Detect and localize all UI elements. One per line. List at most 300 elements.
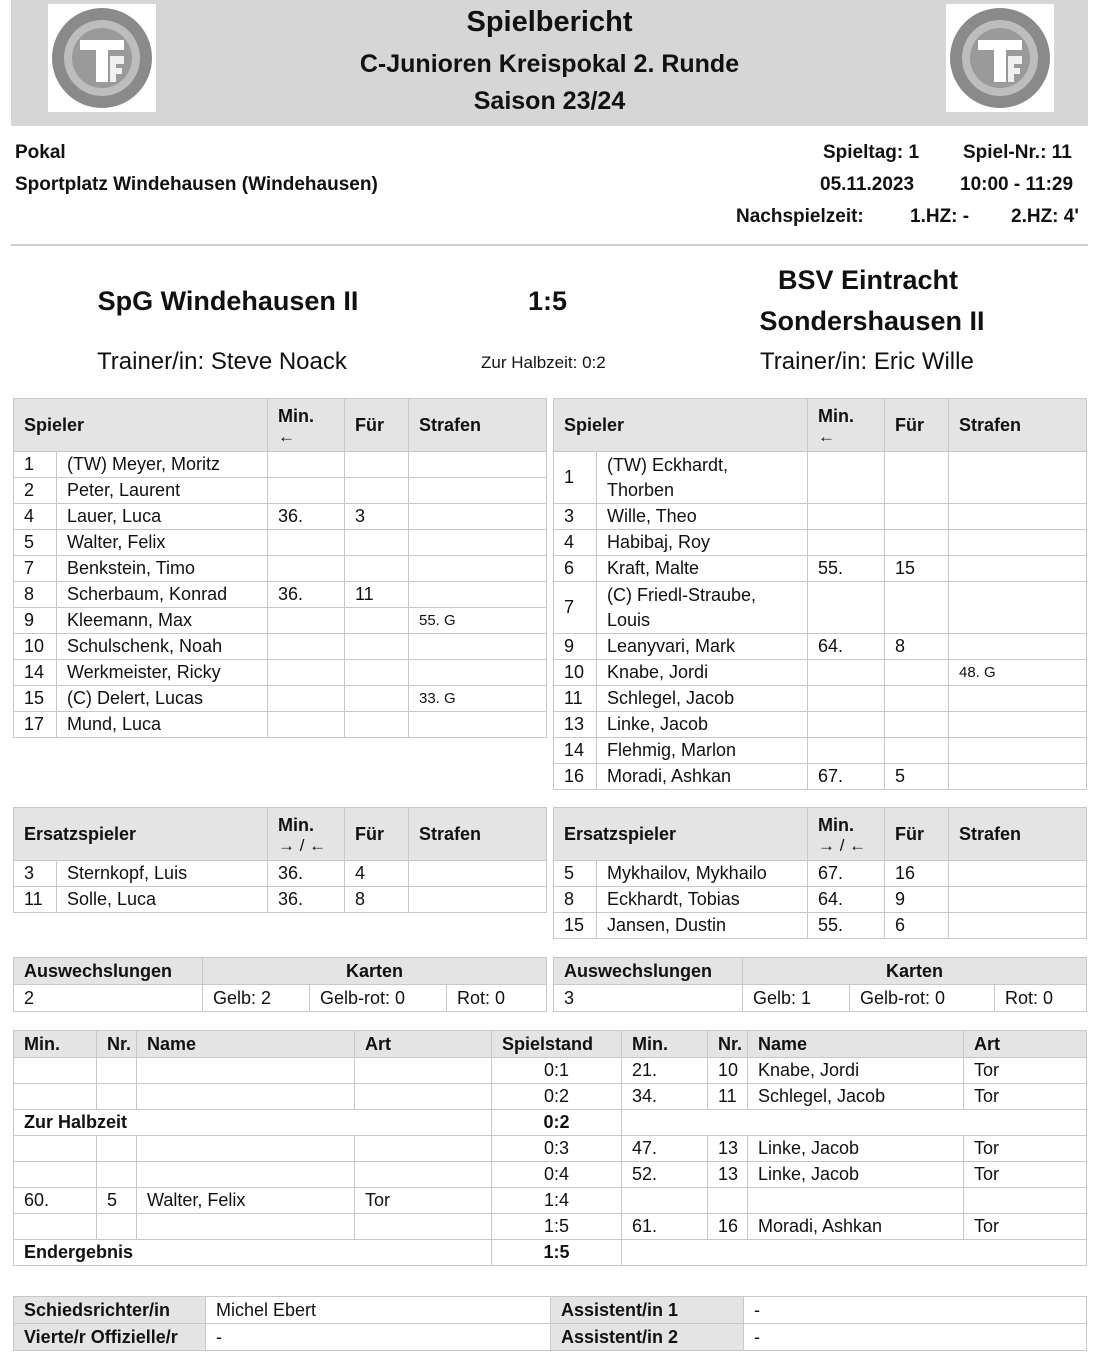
player-name: Benkstein, Timo bbox=[57, 556, 268, 582]
player-row bbox=[14, 634, 547, 660]
player-name: Schulschenk, Noah bbox=[57, 634, 268, 660]
player-name-line1: Moradi, Ashkan bbox=[607, 766, 732, 786]
col-header-player: Spieler bbox=[554, 399, 808, 452]
player-name: Mykhailov, Mykhailo bbox=[597, 861, 808, 887]
sub-minute bbox=[268, 530, 345, 556]
sub-minute: 55. bbox=[808, 913, 885, 939]
sub-for bbox=[345, 452, 409, 478]
assistant2-label: Assistent/in 2 bbox=[551, 1324, 744, 1351]
player-name: Lauer, Luca bbox=[57, 504, 268, 530]
player-row bbox=[14, 887, 547, 913]
sub-minute: 67. bbox=[808, 861, 885, 887]
halftime-score: Zur Halbzeit: 0:2 bbox=[481, 353, 606, 372]
player-name bbox=[597, 686, 808, 712]
col-header-substitutes: Ersatzspieler bbox=[14, 808, 268, 861]
events-col-type: Art bbox=[964, 1031, 1087, 1058]
summary-cards-header: Karten bbox=[743, 958, 1087, 985]
player-row bbox=[14, 556, 547, 582]
away-event-type: Tor bbox=[964, 1162, 1087, 1188]
event-score: 1:4 bbox=[492, 1188, 622, 1214]
sub-for bbox=[885, 530, 949, 556]
sub-for: 16 bbox=[885, 861, 949, 887]
sub-minute: 55. bbox=[808, 556, 885, 582]
player-name-line1: Knabe, Jordi bbox=[607, 662, 709, 682]
player-row bbox=[14, 608, 547, 634]
away-lineup-table bbox=[553, 398, 1087, 790]
player-number: 13 bbox=[554, 712, 597, 738]
player-number: 14 bbox=[554, 738, 597, 764]
penalty bbox=[409, 478, 547, 504]
player-row bbox=[554, 764, 1087, 790]
player-number: 4 bbox=[14, 504, 57, 530]
penalty bbox=[409, 582, 547, 608]
penalty bbox=[409, 634, 547, 660]
player-number: 7 bbox=[14, 556, 57, 582]
sub-for bbox=[885, 738, 949, 764]
player-row bbox=[554, 738, 1087, 764]
player-number: 6 bbox=[554, 556, 597, 582]
home-trainer: Trainer/in: Steve Noack bbox=[97, 348, 347, 375]
player-row bbox=[554, 452, 1087, 504]
penalty bbox=[949, 452, 1087, 504]
player-name: Solle, Luca bbox=[57, 887, 268, 913]
summary-yellow: Gelb: 2 bbox=[203, 985, 310, 1012]
col-header-penalties: Strafen bbox=[949, 808, 1087, 861]
sub-minute bbox=[808, 660, 885, 686]
player-name bbox=[597, 764, 808, 790]
venue: Sportplatz Windehausen (Windehausen) bbox=[15, 174, 378, 195]
player-row bbox=[14, 582, 547, 608]
away-event-minute: 21. bbox=[622, 1058, 708, 1084]
player-number: 1 bbox=[14, 452, 57, 478]
player-row bbox=[14, 861, 547, 887]
player-name: Jansen, Dustin bbox=[597, 913, 808, 939]
penalty bbox=[409, 660, 547, 686]
col-header-player: Spieler bbox=[14, 399, 268, 452]
player-number: 9 bbox=[554, 634, 597, 660]
away-event-number: 10 bbox=[708, 1058, 748, 1084]
player-number: 3 bbox=[14, 861, 57, 887]
event-row bbox=[14, 1240, 1087, 1266]
home-event-name bbox=[137, 1162, 355, 1188]
col-header-for: Für bbox=[885, 808, 949, 861]
summary-subs-header: Auswechslungen bbox=[554, 958, 743, 985]
away-event-minute: 61. bbox=[622, 1214, 708, 1240]
sub-for bbox=[345, 712, 409, 738]
player-number: 17 bbox=[14, 712, 57, 738]
sub-minute: 36. bbox=[268, 887, 345, 913]
player-row bbox=[554, 582, 1087, 634]
player-row bbox=[554, 556, 1087, 582]
event-score: 1:5 bbox=[492, 1214, 622, 1240]
player-name-line2: Louis bbox=[607, 609, 651, 630]
events-col-type: Art bbox=[355, 1031, 492, 1058]
sub-minute bbox=[808, 582, 885, 634]
sub-for: 5 bbox=[885, 764, 949, 790]
event-row bbox=[14, 1188, 1087, 1214]
home-event-minute: 60. bbox=[14, 1188, 97, 1214]
col-header-min: Min. → / ← bbox=[808, 808, 885, 861]
assistant1-label: Assistent/in 1 bbox=[551, 1297, 744, 1324]
player-name-line1: Leanyvari, Mark bbox=[607, 636, 736, 656]
away-event-name: Knabe, Jordi bbox=[748, 1058, 964, 1084]
sub-minute bbox=[268, 686, 345, 712]
penalty bbox=[949, 582, 1087, 634]
player-name bbox=[597, 556, 808, 582]
added-time-first-half: 1.HZ: - bbox=[910, 206, 970, 227]
penalty: 48. G bbox=[949, 660, 1087, 686]
sub-for bbox=[345, 478, 409, 504]
event-score: 0:2 bbox=[492, 1110, 622, 1136]
player-row bbox=[14, 712, 547, 738]
sub-for: 8 bbox=[345, 887, 409, 913]
sub-minute bbox=[268, 556, 345, 582]
col-header-penalties: Strafen bbox=[409, 808, 547, 861]
player-name bbox=[597, 452, 808, 504]
away-event-minute bbox=[622, 1188, 708, 1214]
events-col-min: Min. bbox=[14, 1031, 97, 1058]
report-header bbox=[11, 0, 1088, 126]
match-type: Pokal bbox=[15, 142, 66, 163]
sub-for: 9 bbox=[885, 887, 949, 913]
home-event-minute bbox=[14, 1058, 97, 1084]
penalty bbox=[949, 504, 1087, 530]
penalty: 55. G bbox=[409, 608, 547, 634]
col-header-for: Für bbox=[885, 399, 949, 452]
player-row bbox=[554, 686, 1087, 712]
player-name: Peter, Laurent bbox=[57, 478, 268, 504]
away-event-number: 13 bbox=[708, 1136, 748, 1162]
penalty: 33. G bbox=[409, 686, 547, 712]
events-col-score: Spielstand bbox=[492, 1031, 622, 1058]
sub-for bbox=[885, 582, 949, 634]
summary-cards-header: Karten bbox=[203, 958, 547, 985]
home-event-number bbox=[97, 1136, 137, 1162]
player-name: Eckhardt, Tobias bbox=[597, 887, 808, 913]
penalty bbox=[949, 887, 1087, 913]
match-events-table bbox=[13, 1030, 1087, 1266]
sub-for bbox=[885, 660, 949, 686]
sub-for bbox=[885, 686, 949, 712]
home-summary-table bbox=[13, 957, 547, 1012]
away-event-minute: 52. bbox=[622, 1162, 708, 1188]
sub-for bbox=[345, 556, 409, 582]
player-name bbox=[597, 582, 808, 634]
event-label: Endergebnis bbox=[14, 1240, 492, 1266]
player-row bbox=[554, 887, 1087, 913]
player-row bbox=[554, 712, 1087, 738]
player-number: 10 bbox=[554, 660, 597, 686]
player-name-line1: Habibaj, Roy bbox=[607, 532, 711, 552]
player-number: 1 bbox=[554, 452, 597, 504]
match-date: 05.11.2023 bbox=[820, 174, 915, 195]
penalty bbox=[949, 556, 1087, 582]
competition-name: C-Junioren Kreispokal 2. Runde bbox=[359, 50, 740, 78]
player-name bbox=[597, 530, 808, 556]
col-header-for: Für bbox=[345, 808, 409, 861]
events-col-nr: Nr. bbox=[97, 1031, 137, 1058]
sub-minute: 67. bbox=[808, 764, 885, 790]
home-event-name bbox=[137, 1214, 355, 1240]
sub-for: 15 bbox=[885, 556, 949, 582]
player-number: 8 bbox=[14, 582, 57, 608]
sub-minute bbox=[808, 712, 885, 738]
penalty bbox=[949, 738, 1087, 764]
added-time-label: Nachspielzeit: bbox=[736, 206, 864, 227]
sub-minute: 36. bbox=[268, 861, 345, 887]
sub-minute bbox=[268, 634, 345, 660]
player-name-line2: Thorben bbox=[607, 479, 675, 500]
home-team-name: SpG Windehausen II bbox=[97, 286, 359, 316]
referee-label: Schiedsrichter/in bbox=[14, 1297, 206, 1324]
events-col-name: Name bbox=[137, 1031, 355, 1058]
home-event-number bbox=[97, 1162, 137, 1188]
sub-minute bbox=[808, 452, 885, 504]
home-event-name bbox=[137, 1084, 355, 1110]
fourth-official-name: - bbox=[206, 1324, 551, 1351]
home-event-minute bbox=[14, 1162, 97, 1188]
player-number: 4 bbox=[554, 530, 597, 556]
home-event-minute bbox=[14, 1214, 97, 1240]
away-event-name: Schlegel, Jacob bbox=[748, 1084, 964, 1110]
player-row bbox=[554, 660, 1087, 686]
player-number: 16 bbox=[554, 764, 597, 790]
event-row bbox=[14, 1084, 1087, 1110]
event-empty bbox=[622, 1110, 1087, 1136]
player-name-line1: Schlegel, Jacob bbox=[607, 688, 735, 708]
away-event-name: Linke, Jacob bbox=[748, 1136, 964, 1162]
sub-for bbox=[885, 452, 949, 504]
player-name: Walter, Felix bbox=[57, 530, 268, 556]
season-label: Saison 23/24 bbox=[473, 87, 626, 115]
sub-for bbox=[345, 634, 409, 660]
summary-red: Rot: 0 bbox=[447, 985, 547, 1012]
sub-for bbox=[345, 686, 409, 712]
home-event-name bbox=[137, 1136, 355, 1162]
tfv-logo-icon bbox=[948, 6, 1052, 110]
player-name bbox=[597, 660, 808, 686]
fourth-official-label: Vierte/r Offizielle/r bbox=[14, 1324, 206, 1351]
player-number: 8 bbox=[554, 887, 597, 913]
player-row bbox=[554, 634, 1087, 660]
home-event-number bbox=[97, 1084, 137, 1110]
sub-for: 6 bbox=[885, 913, 949, 939]
player-name: Kleemann, Max bbox=[57, 608, 268, 634]
home-event-number bbox=[97, 1214, 137, 1240]
player-number: 5 bbox=[554, 861, 597, 887]
away-event-number: 16 bbox=[708, 1214, 748, 1240]
player-row bbox=[14, 504, 547, 530]
col-header-penalties: Strafen bbox=[409, 399, 547, 452]
sub-minute bbox=[808, 530, 885, 556]
col-header-penalties: Strafen bbox=[949, 399, 1087, 452]
event-score: 0:4 bbox=[492, 1162, 622, 1188]
summary-yellow-red: Gelb-rot: 0 bbox=[310, 985, 447, 1012]
player-name bbox=[597, 712, 808, 738]
event-row bbox=[14, 1136, 1087, 1162]
summary-yellow: Gelb: 1 bbox=[743, 985, 850, 1012]
home-event-type bbox=[355, 1084, 492, 1110]
away-event-name bbox=[748, 1188, 964, 1214]
player-number: 11 bbox=[554, 686, 597, 712]
sub-for bbox=[345, 660, 409, 686]
away-event-name: Moradi, Ashkan bbox=[748, 1214, 964, 1240]
event-row bbox=[14, 1110, 1087, 1136]
sub-for: 8 bbox=[885, 634, 949, 660]
player-row bbox=[14, 478, 547, 504]
col-header-min: Min. ← bbox=[808, 399, 885, 452]
home-event-type bbox=[355, 1162, 492, 1188]
player-name-line1: Wille, Theo bbox=[607, 506, 697, 526]
player-number: 14 bbox=[14, 660, 57, 686]
home-subs-table bbox=[13, 807, 547, 913]
away-summary-table bbox=[553, 957, 1087, 1012]
final-score: 1:5 bbox=[528, 286, 568, 316]
col-header-min: Min. → / ← bbox=[268, 808, 345, 861]
sub-for bbox=[345, 530, 409, 556]
player-name bbox=[597, 634, 808, 660]
player-name: Werkmeister, Ricky bbox=[57, 660, 268, 686]
event-row bbox=[14, 1214, 1087, 1240]
player-name-line1: (TW) Eckhardt, bbox=[607, 454, 729, 475]
home-event-number bbox=[97, 1058, 137, 1084]
player-name: (TW) Meyer, Moritz bbox=[57, 452, 268, 478]
sub-minute bbox=[268, 478, 345, 504]
match-number: Spiel-Nr.: 11 bbox=[963, 142, 1072, 163]
penalty bbox=[949, 913, 1087, 939]
summary-subs-count: 3 bbox=[554, 985, 743, 1012]
sub-minute bbox=[268, 608, 345, 634]
event-score: 0:2 bbox=[492, 1084, 622, 1110]
player-name bbox=[597, 504, 808, 530]
player-row bbox=[14, 452, 547, 478]
player-row bbox=[554, 504, 1087, 530]
player-name-line1: Linke, Jacob bbox=[607, 714, 709, 734]
penalty bbox=[409, 530, 547, 556]
home-event-type bbox=[355, 1214, 492, 1240]
home-event-number: 5 bbox=[97, 1188, 137, 1214]
penalty bbox=[409, 887, 547, 913]
assistant2-name: - bbox=[744, 1324, 1087, 1351]
association-logo-right bbox=[946, 4, 1054, 112]
sub-minute bbox=[268, 712, 345, 738]
sub-minute: 64. bbox=[808, 634, 885, 660]
penalty bbox=[949, 634, 1087, 660]
penalty bbox=[949, 686, 1087, 712]
away-event-number: 13 bbox=[708, 1162, 748, 1188]
event-score: 1:5 bbox=[492, 1240, 622, 1266]
home-event-type: Tor bbox=[355, 1188, 492, 1214]
penalty bbox=[409, 556, 547, 582]
summary-subs-header: Auswechslungen bbox=[14, 958, 203, 985]
penalty bbox=[409, 452, 547, 478]
event-label: Zur Halbzeit bbox=[14, 1110, 492, 1136]
home-event-name: Walter, Felix bbox=[137, 1188, 355, 1214]
player-row bbox=[14, 686, 547, 712]
player-name-line1: Flehmig, Marlon bbox=[607, 740, 737, 760]
summary-red: Rot: 0 bbox=[995, 985, 1087, 1012]
sub-minute bbox=[268, 452, 345, 478]
player-number: 9 bbox=[14, 608, 57, 634]
sub-for: 4 bbox=[345, 861, 409, 887]
sub-for bbox=[885, 712, 949, 738]
added-time-second-half: 2.HZ: 4' bbox=[1011, 206, 1079, 227]
match-time: 10:00 - 11:29 bbox=[960, 174, 1074, 195]
home-event-type bbox=[355, 1136, 492, 1162]
player-number: 10 bbox=[14, 634, 57, 660]
penalty bbox=[409, 712, 547, 738]
player-row bbox=[14, 530, 547, 556]
officials-table bbox=[13, 1296, 1087, 1351]
player-row bbox=[14, 660, 547, 686]
player-name: (C) Delert, Lucas bbox=[57, 686, 268, 712]
home-event-type bbox=[355, 1058, 492, 1084]
away-team-name-line2: Sondershausen II bbox=[759, 306, 985, 336]
col-header-substitutes: Ersatzspieler bbox=[554, 808, 808, 861]
player-name: Mund, Luca bbox=[57, 712, 268, 738]
player-number: 7 bbox=[554, 582, 597, 634]
player-row bbox=[554, 913, 1087, 939]
player-name: Scherbaum, Konrad bbox=[57, 582, 268, 608]
away-event-type: Tor bbox=[964, 1136, 1087, 1162]
player-name bbox=[597, 738, 808, 764]
penalty bbox=[409, 861, 547, 887]
away-event-minute: 34. bbox=[622, 1084, 708, 1110]
sub-minute: 36. bbox=[268, 582, 345, 608]
away-event-type: Tor bbox=[964, 1214, 1087, 1240]
player-row bbox=[554, 530, 1087, 556]
event-row bbox=[14, 1162, 1087, 1188]
player-name-line1: (C) Friedl-Straube, bbox=[607, 584, 757, 605]
referee-name: Michel Ebert bbox=[206, 1297, 551, 1324]
player-number: 3 bbox=[554, 504, 597, 530]
away-team-name-line1: BSV Eintracht bbox=[777, 265, 959, 295]
penalty bbox=[409, 504, 547, 530]
sub-for: 11 bbox=[345, 582, 409, 608]
sub-minute: 36. bbox=[268, 504, 345, 530]
sub-minute bbox=[808, 686, 885, 712]
away-event-number bbox=[708, 1188, 748, 1214]
penalty bbox=[949, 530, 1087, 556]
away-event-type bbox=[964, 1188, 1087, 1214]
events-col-min: Min. bbox=[622, 1031, 708, 1058]
summary-subs-count: 2 bbox=[14, 985, 203, 1012]
events-col-name: Name bbox=[748, 1031, 964, 1058]
sub-minute bbox=[808, 738, 885, 764]
matchday: Spieltag: 1 bbox=[823, 142, 920, 163]
away-event-number: 11 bbox=[708, 1084, 748, 1110]
event-empty bbox=[622, 1240, 1087, 1266]
sub-minute bbox=[808, 504, 885, 530]
player-number: 15 bbox=[14, 686, 57, 712]
player-name: Sternkopf, Luis bbox=[57, 861, 268, 887]
sub-minute: 64. bbox=[808, 887, 885, 913]
col-header-for: Für bbox=[345, 399, 409, 452]
away-subs-table bbox=[553, 807, 1087, 939]
sub-minute bbox=[268, 660, 345, 686]
player-number: 2 bbox=[14, 478, 57, 504]
sub-for bbox=[885, 504, 949, 530]
penalty bbox=[949, 861, 1087, 887]
event-row bbox=[14, 1058, 1087, 1084]
sub-for: 3 bbox=[345, 504, 409, 530]
home-lineup-table bbox=[13, 398, 547, 738]
player-row bbox=[554, 861, 1087, 887]
divider bbox=[11, 244, 1088, 246]
player-number: 5 bbox=[14, 530, 57, 556]
events-col-nr: Nr. bbox=[708, 1031, 748, 1058]
home-event-minute bbox=[14, 1136, 97, 1162]
